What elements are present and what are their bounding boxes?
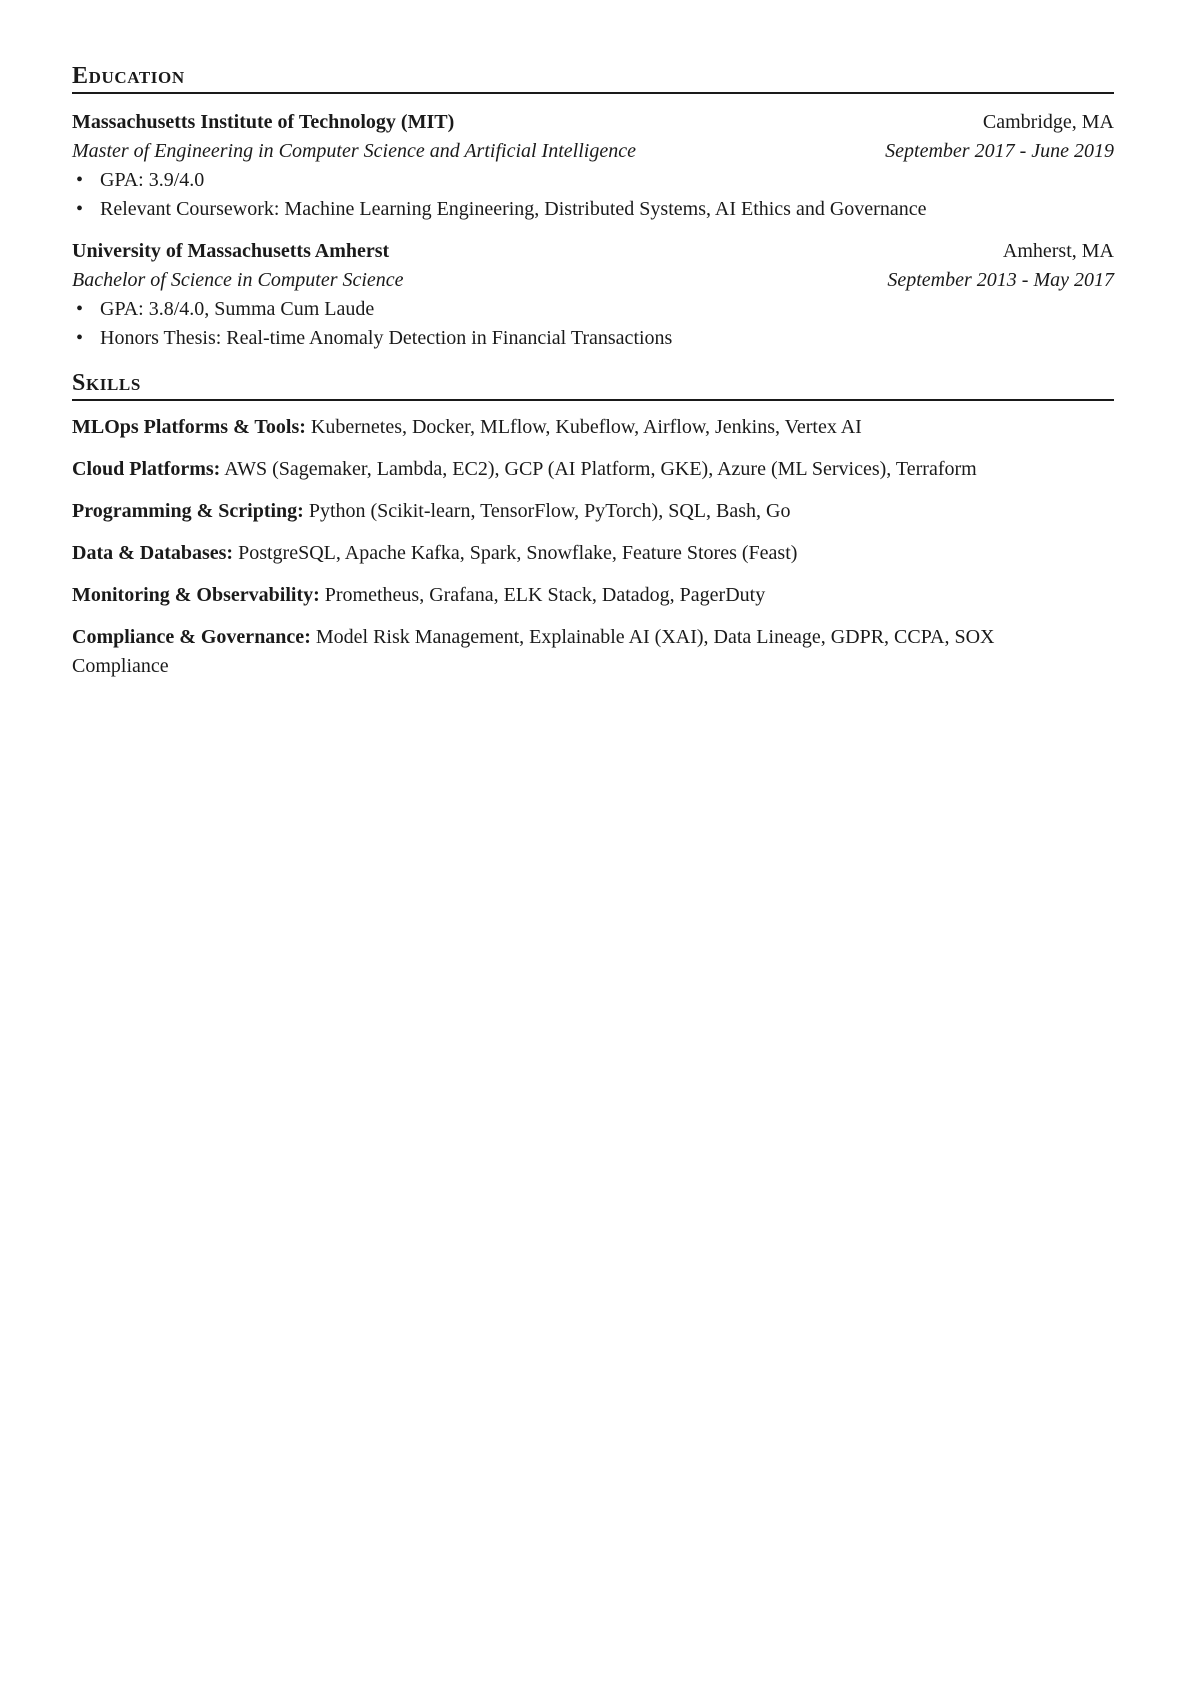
skill-item [72, 581, 1082, 610]
resume-page [72, 62, 1114, 694]
list-item [72, 295, 1114, 324]
list-item [72, 324, 1114, 353]
bullet-text: Relevant Coursework: Machine Learning Engineering, Distributed Systems, AI Ethics and Governance [100, 198, 927, 220]
education-section [72, 62, 1114, 353]
entry-header [72, 108, 1114, 137]
skill-item [72, 455, 1082, 484]
institution-location: Cambridge, MA [982, 111, 1114, 133]
skill-value: Model Risk Management, Explainable AI (XAI), Data Lineage, GDPR, CCPA, SOX Compliance [72, 626, 995, 677]
degree-dates: September 2013 - May 2017 [887, 269, 1114, 291]
skill-value: PostgreSQL, Apache Kafka, Spark, Snowflake, Feature Stores (Feast) [238, 542, 798, 564]
skill-item [72, 497, 1082, 526]
education-entry-umass [72, 237, 1114, 353]
bullet-text: GPA: 3.8/4.0, Summa Cum Laude [100, 298, 375, 320]
entry-subheader [72, 266, 1114, 295]
degree-title: Bachelor of Science in Computer Science [72, 269, 404, 291]
bullet-text: GPA: 3.9/4.0 [100, 169, 205, 191]
list-item [72, 166, 1114, 195]
education-entry-mit [72, 108, 1114, 224]
skill-label: Cloud Platforms: [72, 458, 221, 480]
skills-list [72, 413, 1114, 681]
institution-location: Amherst, MA [1002, 240, 1114, 262]
section-title-education: Education [72, 62, 1114, 94]
skills-section [72, 369, 1114, 681]
skill-label: Compliance & Governance: [72, 626, 311, 648]
bullet-icon: • [76, 298, 84, 320]
skill-value: Prometheus, Grafana, ELK Stack, Datadog, PagerDuty [324, 584, 766, 606]
list-item [72, 195, 1114, 224]
skill-value: Python (Scikit-learn, TensorFlow, PyTorch), SQL, Bash, Go [308, 500, 791, 522]
skill-item [72, 413, 1082, 442]
bullet-text: Honors Thesis: Real-time Anomaly Detection in Financial Transactions [100, 327, 673, 349]
entry-bullets [72, 166, 1114, 224]
skill-value: AWS (Sagemaker, Lambda, EC2), GCP (AI Platform, GKE), Azure (ML Services), Terraform [224, 458, 977, 480]
section-title-skills: Skills [72, 369, 1114, 401]
bullet-icon: • [76, 169, 84, 191]
skill-label: MLOps Platforms & Tools: [72, 416, 306, 438]
degree-dates: September 2017 - June 2019 [885, 140, 1114, 162]
bullet-icon: • [76, 327, 84, 349]
skill-item [72, 623, 1082, 681]
institution-name: University of Massachusetts Amherst [72, 240, 390, 262]
entry-bullets [72, 295, 1114, 353]
entry-header [72, 237, 1114, 266]
entry-subheader [72, 137, 1114, 166]
institution-name: Massachusetts Institute of Technology (MIT) [72, 111, 455, 133]
skill-label: Monitoring & Observability: [72, 584, 320, 606]
skill-value: Kubernetes, Docker, MLflow, Kubeflow, Airflow, Jenkins, Vertex AI [310, 416, 862, 438]
bullet-icon: • [76, 198, 84, 220]
skill-item [72, 539, 1082, 568]
degree-title: Master of Engineering in Computer Science and Artificial Intelligence [72, 140, 636, 162]
skill-label: Data & Databases: [72, 542, 234, 564]
skill-label: Programming & Scripting: [72, 500, 304, 522]
